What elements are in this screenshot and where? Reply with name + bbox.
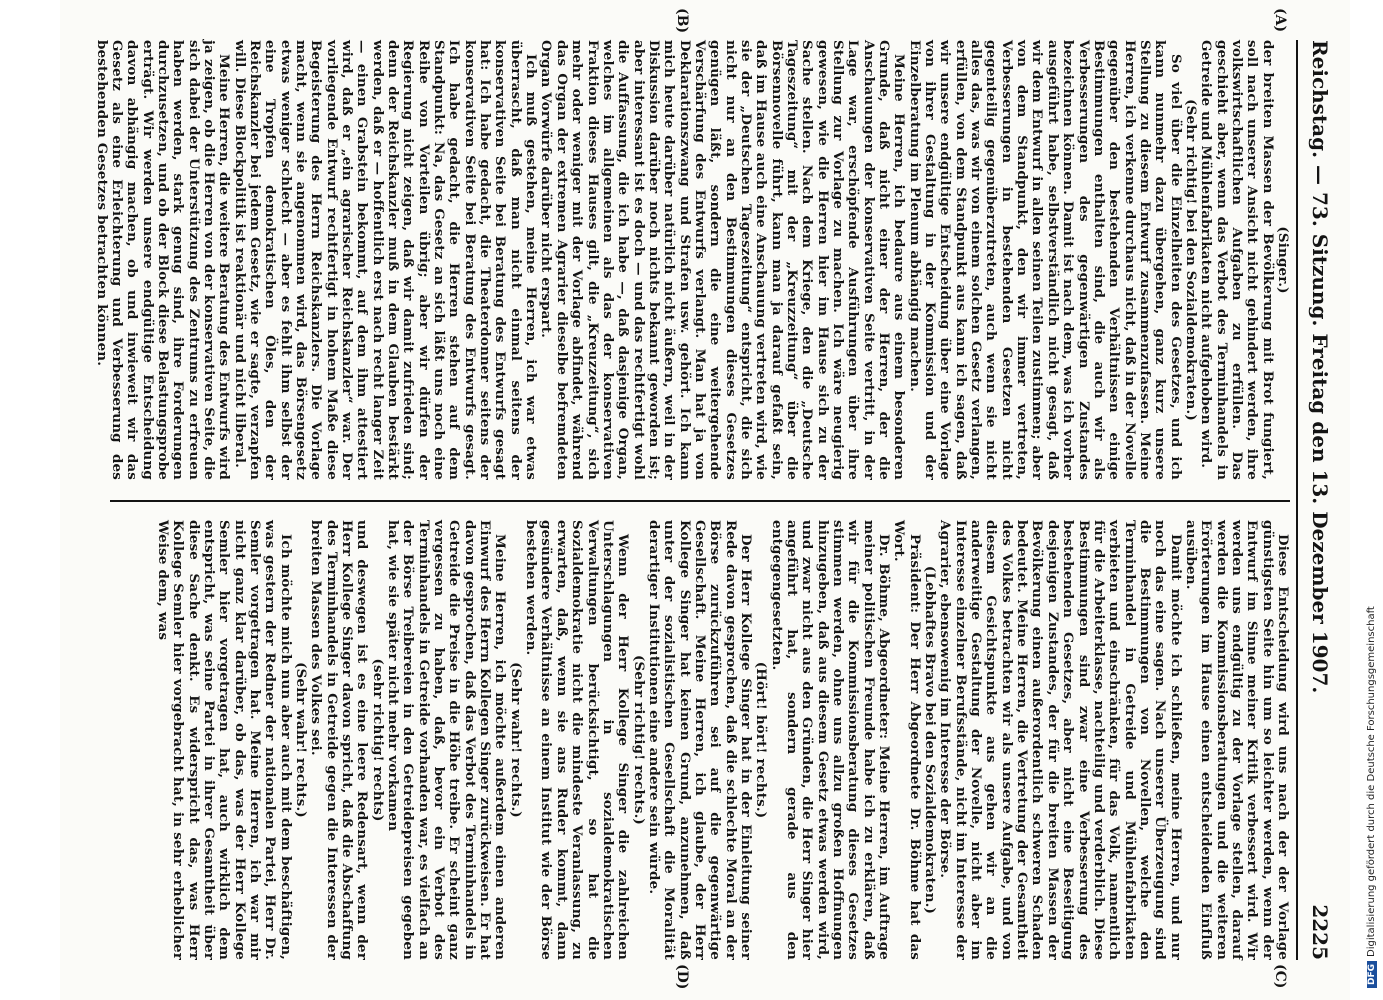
funding-note <box>1366 606 1377 988</box>
paragraph: So viel über die Einzelheiten des Gesetzes, und ich kann nunmehr dazu übergehen, ganz kurz unsere Stellung zu diesem Entwurf zusammenzufassen. Meine Herren, ich verkenne durchaus nicht, daß in der Novelle gegenüber den bestehenden Verhältnissen einige Bestimmungen enthalten sind, die auch wir als Verbesserungen des gegenwärtigen Zustandes bezeichnen können. Damit ist nach dem, was ich vorher ausgeführt habe, selbstverständlich nicht gesagt, daß wir dem Entwurf in allen seinen Teilen zustimmen; aber von dem Standpunkt, den wir immer vertreten, Verbesserungen in bestehenden Gesetzen nicht gegenteilig gegenüberzutreten, auch wenn sie nicht alles das, was wir von einem solchen Gesetz verlangen, erfüllen, von dem Standpunkt aus kann ich sagen, daß wir unsere endgültige Entscheidung über eine Vorlage von ihrer Gestaltung in der Kommission und der Einzelberatung im Plenum abhängig machen. <box>906 40 1184 480</box>
left-column <box>93 40 1290 480</box>
paragraph: Meine Herren, ich möchte außerdem einen anderen Einwurf des Herrn Kollegen Singer zurückweisen. Er hat davon gesprochen, daß das Verbot des Terminhandels in Getreide die Preise in die Höhe treibe. Er scheint ganz vergessen zu haben, daß, bevor ein Verbot des Terminhandels in Getreide vorhanden war, es vielfach an der Börse Treibereien in den Getreidepreisen gegeben hat, wie sie später nicht mehr vorkamen <box>385 520 509 960</box>
paragraph: Ich muß gestehen, meine Herren, ich war etwas überrascht, daß man nicht einmal seitens der konservativen Seite bei Beratung des Entwurfs gesagt hat: Ich habe gedacht, die Theaterdonner seitens der konservativen Seite bei Beratung des Entwurfs gesagt. Ich habe gedacht, die Herren stehen auf dem Standpunkt: Na, das Gesetz an sich läßt uns noch eine Reihe von Vorteilen übrig; aber wir dürfen der Regierung nicht zeigen, daß wir damit zufrieden sind; denn der Reichskanzler muß in dem Glauben bestärkt werden, daß er — hoffentlich erst nach recht langer Zeit — einen Grabstein bekommt, auf dem ihm attestiert wird, daß er „ein agrarischer Reichskanzler“ war. Der vorliegende Entwurf rechtfertigt in hohem Maße diese Begeisterung des Herrn Reichskanzlers. Die Vorlage macht, wenn sie angenommen wird, das Börsengesetz etwas weniger schlecht — aber es fehlt ihm selbst der eine Tropfen demokratischen Öles, den der Reichskanzler bei jedem Gesetz, wie er sagte, verzapfen will. Diese Blockpolitik ist reaktionär und nicht liberal. <box>231 40 540 480</box>
paragraph: Dr. Böhme, Abgeordneter: Meine Herren, im Auftrage meiner politischen Freunde habe ich zu erklären, daß wir für die Kommissionsberatung dieses Gesetzes stimmen werden, ohne uns allzu großen Hoffnungen hinzugeben, daß aus diesem Gesetz etwas werden wird, und zwar nicht aus den Gründen, die Herr Singer hier angeführt hat, sondern gerade aus den entgegengesetzten. <box>768 520 893 960</box>
interjection: (Sehr wahr! rechts.) <box>507 662 524 818</box>
dfg-logo: DFG <box>1367 961 1377 988</box>
paragraph: Meine Herren, ich bedaure aus einem besonderen Grunde, daß nicht einer der Herren, der die Anschauungen der konservativen Seite vertritt, in der Lage war, erschöpfende Ausführungen über ihre Stellung zur Vorlage zu machen. Ich wäre neugierig gewesen, wie die Herren hier im Hause sich zu der Sache stellen. Nach dem Kriege, den die „Deutsche Tageszeitung“ mit der „Kreuzzeitung“ über die Börsennovelle führt, kann man ja darauf gefaßt sein, daß im Hause auch eine Anschauung vertreten wird, wie sie der „Deutschen Tageszeitung“ entspricht, die sich nicht nur an den Bestimmungen dieses Gesetzes genügen läßt, sondern die eine weitergehende Verschärfung des Entwurfs verlangt. Man hat ja von Deklarationszwang und Strafen usw. gehört. Ich kann mich heute darüber natürlich nicht äußern, weil in der Diskussion darüber noch nichts bekannt geworden ist; aber interessant ist es doch — und das rechtfertigt wohl die Auffassung, die ich habe —, daß dasjenige Organ, welches im allgemeinen als das der konservativen Fraktion dieses Hauses gilt, die „Kreuzzeitung“, sich mehr oder weniger mit der Vorlage abfindet, während das Organ der extremen Agrarier dieselbe befremdeten Organ Vorwürfe darüber nicht erspart. <box>538 40 908 480</box>
interjection: (Hört! hört! rechts.) <box>753 661 770 819</box>
page-number: 2225 <box>1308 904 1332 960</box>
margin-marker-a: (A) <box>1272 8 1288 33</box>
interjection: (Lebhaftes Bravo bei den Sozialdemokraten.) <box>922 565 939 915</box>
paragraph: Damit möchte ich schließen, meine Herren, und nur noch das eine sagen. Nach unserer Überzeugung sind die Bestimmungen von Novellen, welche den Terminhandel in Getreide und Mühlenfabrikaten verbieten und einschränken, für das Volk, namentlich für die Arbeiterklasse, nachteilig und verderblich. Diese Bestimmungen sind zwar eine Verbesserung des bestehenden Gesetzes, aber nicht eine Beseitigung desjenigen Zustandes, der für die breiten Massen der Bevölkerung einen außerordentlich schweren Schaden bedeutet. Meine Herren, die Vertretung der Gesamtheit des Volkes betrachten wir als unsere Aufgabe, und von diesem Gesichtspunkte aus gehen wir an die anderweitige Gestaltung der Novelle, nicht aber im Interesse einzelner Berufsstände, nicht im Interesse der Agrarier, ebensowenig im Interesse der Börse. <box>937 520 1184 960</box>
paragraph: Meine Herren, die weitere Beratung des Entwurfs wird ja zeigen, ob die Herren von der konservativen Seite, die sich dabei der Unterstützung des Zentrums zu erfreuen haben werden, stark genug sind, ihre Forderungen durchzusetzen, und ob der Block diese Belastungsprobe erträgt. Wir werden unsere endgültige Entscheidung davon abhängig machen, ob und inwieweit wir das Gesetz als eine Erleichterung und Verbesserung des bestehenden Gesetzes betrachten können. <box>93 40 233 480</box>
document-page <box>60 0 1350 1000</box>
paragraph: Wenn der Herr Kollege Singer die zahlreichen Unterschlagungen in sozialdemokratischen Verwaltungen berücksichtigt, so hat die Sozialdemokratie nicht die mindeste Veranlassung, zu erwarten, daß, wenn sie ans Ruder kommt, dann gesündere Verhältnisse an einem Institut wie der Börse bestehen werden. <box>523 520 632 960</box>
funding-text: Digitalisierung gefördert durch die Deutsche Forschungsgemeinschaft <box>1366 606 1377 957</box>
margin-marker-d: (D) <box>674 964 690 990</box>
running-head: Reichstag. — 73. Sitzung. Freitag den 13. Dezember 1907. <box>1308 40 1332 694</box>
interjection: (Sehr wahr! rechts.) <box>293 662 309 818</box>
paragraph: Der Herr Kollege Singer hat in der Einleitung seiner Rede davon gesprochen, daß die schlechte Moral an der Börse zurückzuführen sei auf die gegenwärtige Gesellschaft. Meine Herren, ich glaube, der Herr Kollege Singer hat keinen Grund, anzunehmen, daß unter der sozialistischen Gesellschaft die Moralität derartiger Institutionen eine andere sein würde. <box>645 520 754 960</box>
paragraph: Präsident: Der Herr Abgeordnete Dr. Böhme hat das Wort. <box>891 520 923 960</box>
margin-marker-b: (B) <box>674 8 690 34</box>
interjection: (Sehr richtig! bei den Sozialdemokraten.) <box>1182 99 1199 421</box>
margin-marker-c: (C) <box>1272 964 1288 989</box>
interjection: (Sehr richtig! rechts.) <box>630 655 647 825</box>
paragraph: und deswegen ist es eine leere Redensart, wenn der Herr Kollege Singer davon spricht, daß die Abschaffung des Terminhandels in Getreide gegen die Interessen der breiten Massen des Volkes sei. <box>308 520 371 960</box>
speaker-label: (Singer.) <box>1275 226 1291 294</box>
paragraph: Diese Entscheidung wird uns nach der der Vorlage günstigsten Seite hin um so leichter werden, wenn der Entwurf im Sinne meiner Kritik verbessert wird. Wir werden uns endgültig zu der Vorlage stellen, darauf werden die Kommissionsberatungen und die weiteren Erörterungen im Hause einen entscheidenden Einfluß ausüben. <box>1182 520 1291 960</box>
interjection: (sehr richtig! rechts) <box>369 658 386 822</box>
column-rule <box>110 500 1290 502</box>
header-rule <box>1296 40 1298 960</box>
right-column <box>155 520 1290 960</box>
paragraph: der breiten Massen der Bevölkerung mit Brot fungiert, soll nach unserer Ansicht nicht gehindert werden, ihre volkswirtschaftlichen Aufgaben zu erfüllen. Das geschieht aber, wenn das Verbot des Terminhandels in Getreide und Mühlenfabrikaten nicht aufgehoben wird. <box>1198 40 1276 480</box>
page-header <box>1302 40 1332 960</box>
paragraph: Ich möchte mich nun aber auch mit dem beschäftigen, was gestern der Redner der nationalen Partei, Herr Dr. Semler vorgetragen hat. Meine Herren, ich war mir nicht ganz klar darüber, ob das, was der Herr Kollege Semler hier vorgetragen hat, auch wirklich dem entspricht, was seine Partei in ihrer Gesamtheit über diese Sache denkt. Es widerspricht das, was Herr Kollege Semler hier vorgebracht hat, in sehr erheblicher Weise dem, was <box>154 520 294 960</box>
